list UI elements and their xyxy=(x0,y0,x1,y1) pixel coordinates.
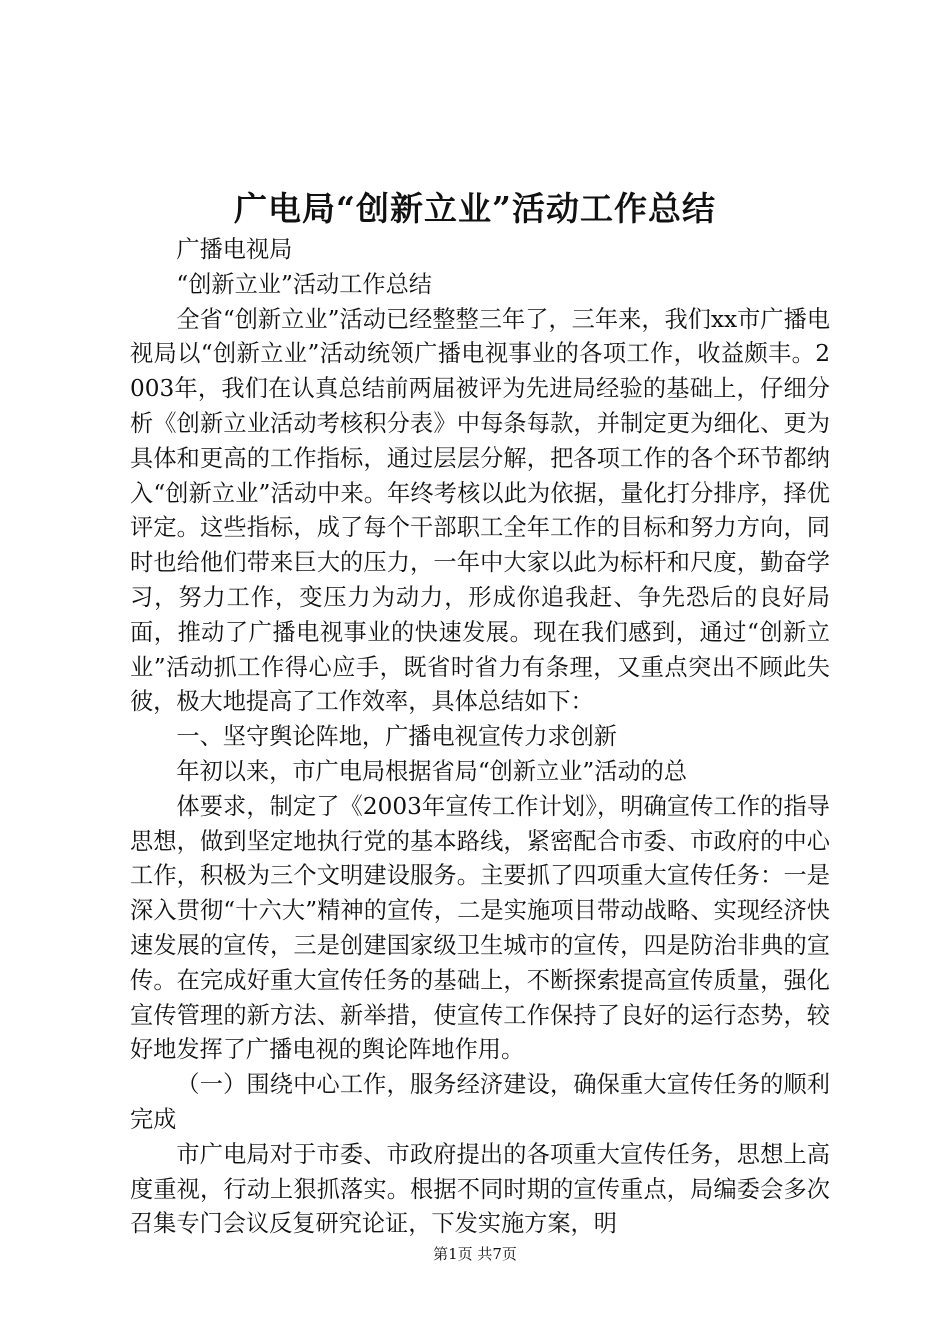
paragraph-intro: 全省“创新立业”活动已经整整三年了，三年来，我们xx市广播电视局以“创新立业”活动统领广播电视事业的各项工作，收益颇丰。2003年，我们在认真总结前两届被评为先进局经验的基础上，仔细分析《创新立业活动考核积分表》中每条每款，并制定更为细化、更为具体和更高的工作指标，通过层层分解，把各项工作的各个环节都纳入“创新立业”活动中来。年终考核以此为依据，量化打分排序，择优评定。这些指标，成了每个干部职工全年工作的目标和努力方向，同时也给他们带来巨大的压力，一年中大家以此为标杆和尺度，勤奋学习，努力工作，变压力为动力，形成你追我赶、争先恐后的良好局面，推动了广播电视事业的快速发展。现在我们感到，通过“创新立业”活动抓工作得心应手，既省时省力有条理，又重点突出不顾此失彼，极大地提高了工作效率，具体总结如下： xyxy=(130,305,830,716)
paragraph-section-1-lead: 年初以来，市广电局根据省局“创新立业”活动的总 xyxy=(176,757,688,785)
paragraph-subtitle: “创新立业”活动工作总结 xyxy=(176,270,432,298)
section-heading-1: 一、坚守舆论阵地，广播电视宣传力求创新 xyxy=(176,723,617,751)
paragraph-section-1-body: 体要求，制定了《2003年宣传工作计划》，明确宣传工作的指导思想，做到坚定地执行党的基本路线，紧密配合市委、市政府的中心工作，积极为三个文明建设服务。主要抓了四项重大宣传任务：一是深入贯彻“十六大”精神的宣传，二是实施项目带动战略、实现经济快速发展的宣传，三是创建国家级卫生城市的宣传，四是防治非典的宣传。在完成好重大宣传任务的基础上，不断探索提高宣传质量，强化宣传管理的新方法、新举措，使宣传工作保持了良好的运行态势，较好地发挥了广播电视的舆论阵地作用。 xyxy=(130,792,830,1064)
document-body xyxy=(130,233,830,1242)
document-title: 广电局“创新立业”活动工作总结 xyxy=(234,189,716,228)
paragraph-subsection-1-body: 市广电局对于市委、市政府提出的各项重大宣传任务，思想上高度重视，行动上狠抓落实。根据不同时期的宣传重点，局编委会多次召集专门会议反复研究论证，下发实施方案，明 xyxy=(130,1140,830,1238)
subsection-heading-1: （一）围绕中心工作，服务经济建设，确保重大宣传任务的顺利完成 xyxy=(130,1071,830,1133)
page-footer: 第1页 共7页 xyxy=(433,1245,517,1263)
paragraph-org-name: 广播电视局 xyxy=(176,236,293,263)
